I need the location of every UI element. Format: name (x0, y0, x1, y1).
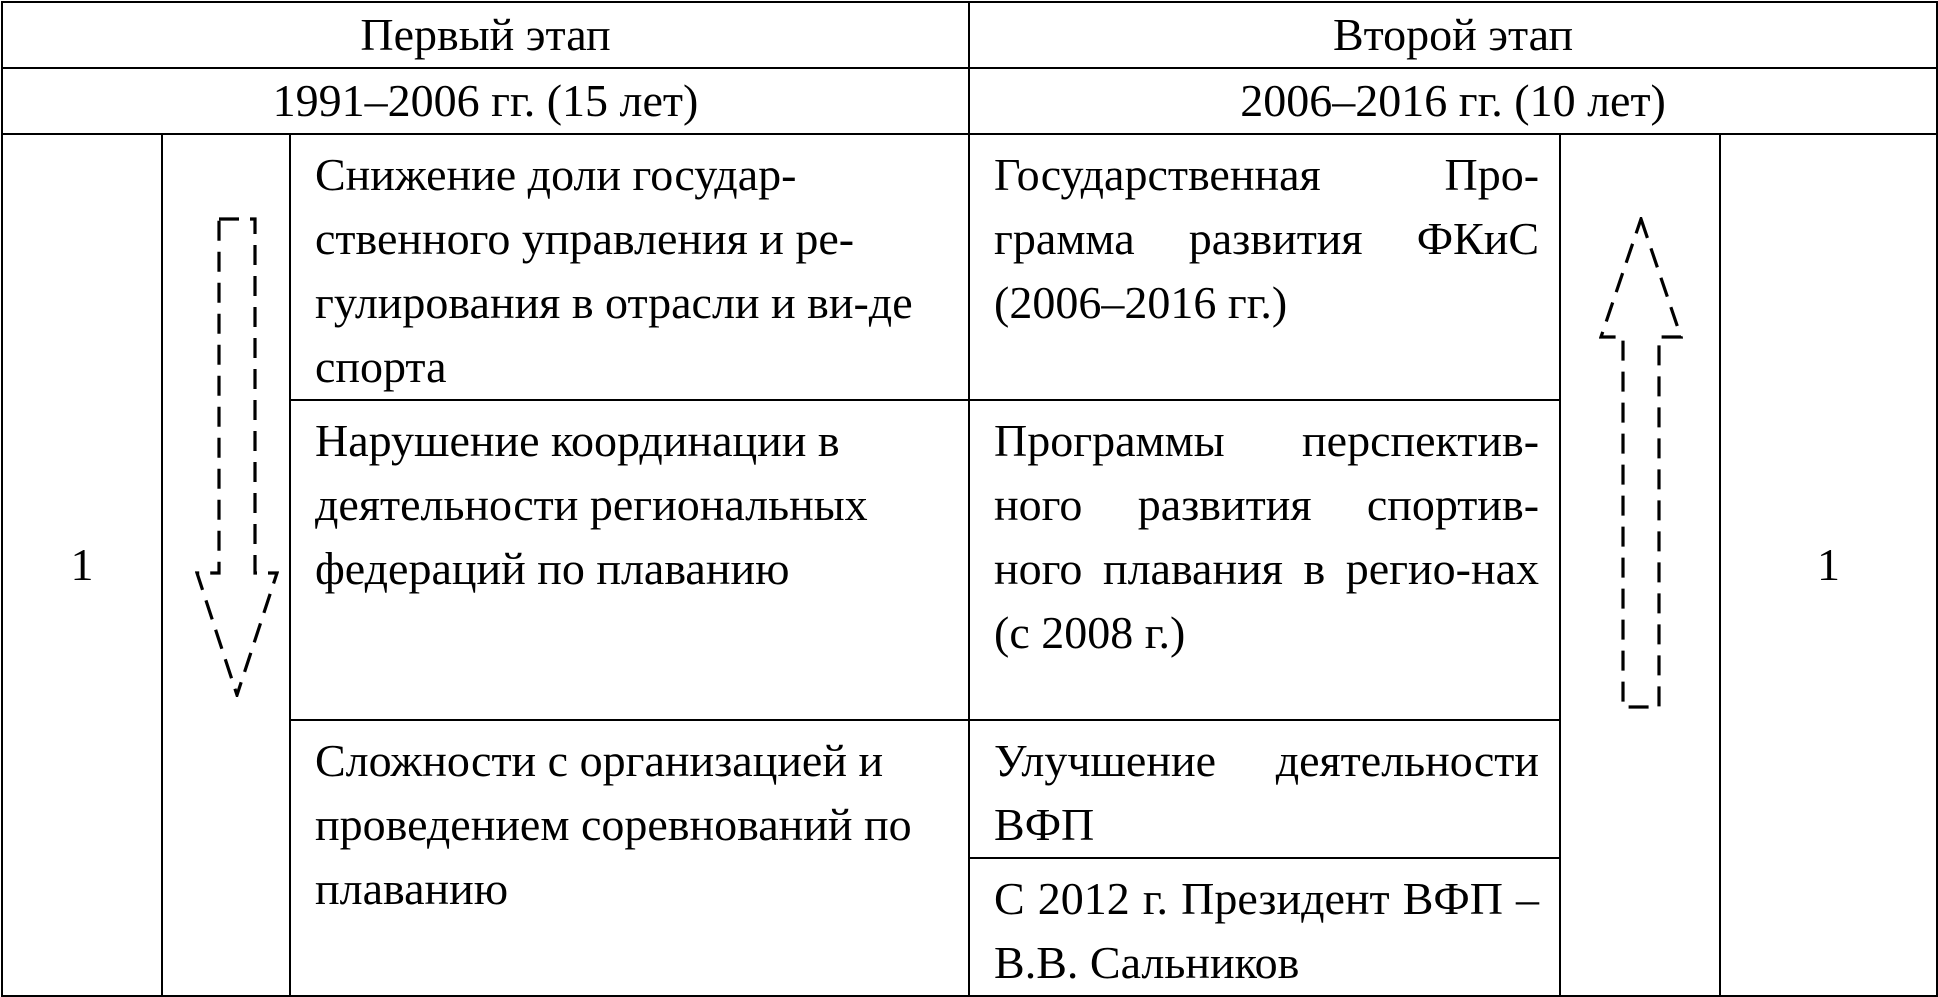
stage1-item-2: Нарушение координации в деятельности региональных федераций по плаванию (290, 400, 969, 720)
stage2-item-1: Государственная Про-грамма развития ФКиС (2006–2016 гг.) (969, 134, 1560, 400)
stage1-item-1: Снижение доли государ-ственного управления и ре-гулирования в отрасли и ви-де спорта (290, 134, 969, 400)
dashed-up-arrow-icon (1599, 217, 1683, 709)
stage2-item-2: Программы перспектив-ного развития спортив-ного плавания в регио-нах (с 2008 г.) (969, 400, 1560, 720)
header-row (2, 2, 1937, 68)
stage1-arrow-cell (162, 134, 290, 996)
stage2-item-3: Улучшение деятельности ВФП (969, 720, 1560, 858)
stage1-title: Первый этап (2, 2, 969, 68)
stage1-period: 1991–2006 гг. (15 лет) (2, 68, 969, 134)
stage1-number: 1 (2, 134, 162, 996)
stage2-number: 1 (1720, 134, 1937, 996)
period-row (2, 68, 1937, 134)
dashed-down-arrow-icon (195, 217, 279, 697)
stage2-period: 2006–2016 гг. (10 лет) (969, 68, 1937, 134)
stage1-item-3: Сложности с организацией и проведением соревнований по плаванию (290, 720, 969, 996)
stage2-arrow-cell (1560, 134, 1720, 996)
content-row-1 (2, 134, 1937, 400)
stage2-title: Второй этап (969, 2, 1937, 68)
stage2-item-4: С 2012 г. Президент ВФП – В.В. Сальников (969, 858, 1560, 996)
stages-table (1, 1, 1938, 997)
